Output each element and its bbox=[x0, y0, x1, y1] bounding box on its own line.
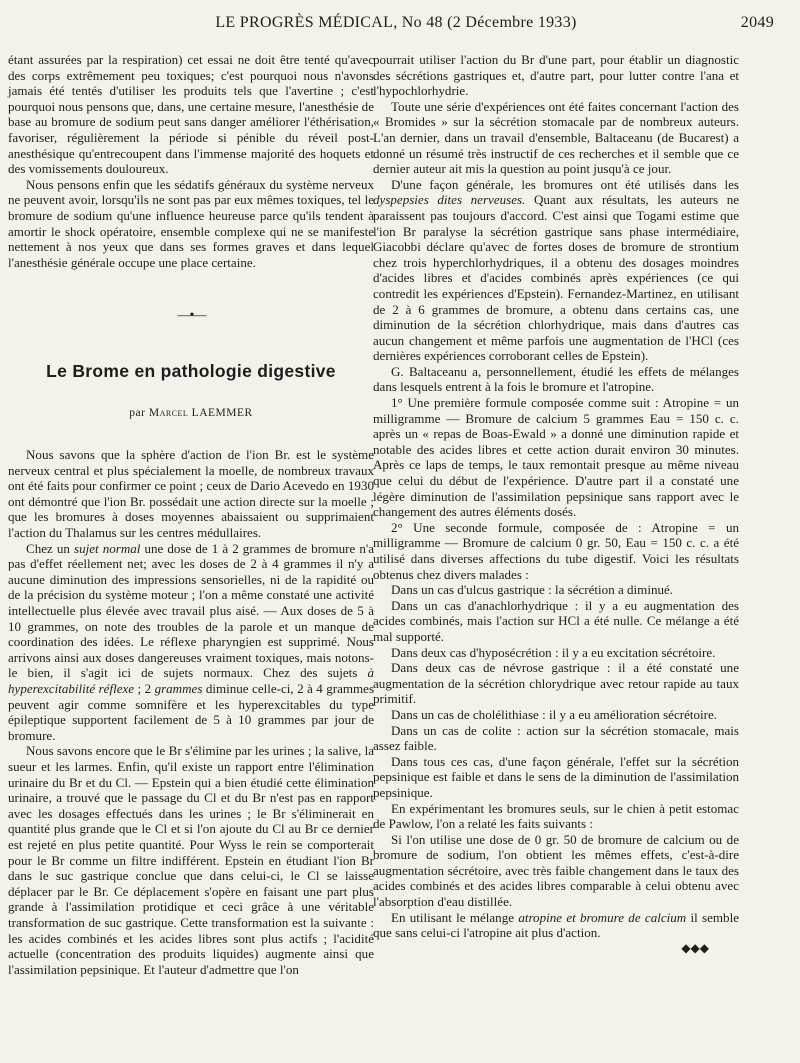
text-run: D'une façon générale, les bromures ont été utilisés dans les bbox=[391, 176, 739, 192]
paragraph: pourrait utiliser l'action du Br d'une part, pour établir un diagnostic des sécrétions gastriques et, d'autre part, pour lutter contre l'ana et l'hypochlorhydrie. bbox=[373, 52, 739, 99]
text-run: diminue celle-ci, 2 à 4 grammes peuvent agir comme somnifère et les hyperexcitables du type épileptique supportent facilement de 5 à 10 grammes par jour de bromure. bbox=[8, 681, 375, 743]
end-mark: ◆◆◆ bbox=[681, 940, 709, 955]
right-column bbox=[373, 52, 739, 956]
paragraph: Si l'on utilise une dose de 0 gr. 50 de bromure de calcium ou de bromure de sodium, l'on obtient les mêmes effets, c'est-à-dire augmentation sécrétoire, avec très faible changement dans le taux des acides combinés et des acides libres comparable à celui obtenu avec l'absorption d'eau distillée. bbox=[373, 831, 739, 910]
author-name: Marcel LAEMMER bbox=[148, 406, 253, 419]
italic-run: sujet normal bbox=[74, 540, 141, 556]
paragraph: 2° Une seconde formule, composée de : Atropine = un milligramme — Bromure de calcium 0 gr. 50, Eau = 150 c. c. a été utilisé dans diverses affections du tube digestif. Voici les résultats obtenus chez divers malades : bbox=[373, 519, 739, 582]
case-item: Dans un cas d'anachlorhydrique : il y a eu augmentation des acides combinés, mais l'action sur HCl a été nulle. Ce mélange a été mal supporté. bbox=[373, 597, 739, 644]
case-item: Dans un cas de cholélithiase : il y a eu amélioration sécrétoire. bbox=[391, 706, 718, 722]
page-number: 2049 bbox=[740, 14, 774, 31]
text-run: Quant aux résultats, les auteurs ne paraissent pas toujours d'accord. C'est ainsi que Togami estime que l'ion Br paralyse la sécrétion gastrique sans phase intermédiaire, Giacobbi déclare qu'avec de fortes doses de bromure de strontium chez trois hyperchlorhydriques, il a obtenu des dosages moindres d'acides libres et d'acides combinés après expériences (ce qui contredit les expériences d'Epstein). Fernandez-Martinez, en utilisant de 2 à 6 grammes de bromure, a obtenu dans certains cas, une diminution de la sécrétion chlorhydrique, mais dans d'autres cas aucun changement et même parfois une augmentation de l'HCl (ces dernières expériences corroborant celles de Epstein). bbox=[373, 192, 740, 364]
page-header bbox=[18, 14, 774, 38]
paragraph: Nous savons que la sphère d'action de l'ion Br. est le système nerveux central et plus spécialement la moelle, de nombreux travaux ont été faits pour confirmer ce point ; ceux de Dario Acevedo en 1930 ont démontré que l'ion Br. possédait une action directe sur la moelle ; que les bromures à doses moyennes abaissaient ou supprimaient l'action du Thalamus sur les centres médullaires. bbox=[8, 447, 374, 541]
text-run: En utilisant le mélange bbox=[391, 909, 515, 925]
paragraph bbox=[373, 177, 739, 364]
paragraph bbox=[8, 541, 374, 744]
byline bbox=[8, 406, 374, 422]
paragraph: Nous savons encore que le Br s'élimine par les urines ; la salive, la sueur et les larmes. Enfin, qu'il existe un rapport entre l'élimination urinaire du Br et du Cl. — Epstein qui a bien étudié cette élimination urinaire, a trouvé que le passage du Cl et du Br n'est pas en rapport avec les dosages effectués dans les urines ; le Br s'éliminerait en quantité plus grande que le Cl et si l'on ajoute du Cl au Br ce dernier est rejeté en plus petite quantité. Pour Wyss le rein se comporterait pour le Br comme un filtre indifférent. Epstein en étudiant l'ion Br dans le suc gastrique conclue que dans celui-ci, le Cl se laisse déplacer par le Br. Ce déplacement s'opère en faisant une part plus grande à l'assimilation protidique et ceci grâce à une véritable transformation de suc gastrique. Cette transformation est la suivante : les acides combinés et les acides libres sont plus actifs ; l'acidité actuelle (concentration des produits liquides) augmente ainsi que l'assimilation pepsinique. Et l'auteur d'admettre que l'on bbox=[8, 743, 374, 977]
paragraph: Dans tous ces cas, d'une façon générale, l'effet sur la sécrétion pepsinique est faible et dans le sens de la diminution de l'assimilation pepsinique. bbox=[373, 753, 739, 800]
journal-title: LE PROGRÈS MÉDICAL, No 48 (2 Décembre 1933) bbox=[215, 14, 577, 31]
text-run: ; 2 bbox=[137, 681, 152, 696]
case-item: Dans deux cas d'hyposécrétion : il y a eu excitation sécrétoire. bbox=[391, 644, 716, 660]
paragraph: G. Baltaceanu a, personnellement, étudié les effets de mélanges dans lesquels entrent à la fois le bromure et l'atropine. bbox=[373, 363, 739, 395]
italic-run: grammes bbox=[154, 681, 203, 696]
paragraph: Nous pensons enfin que les sédatifs généraux du système nerveux ne peuvent avoir, lorsqu'ils ne sont pas par eux mêmes toxiques, tel le bromure de sodium qu'une influence heureuse parce qu'ils tendent à amortir le shock opératoire, ensemble complexe qui ne se manifeste nettement à nos yeux que dans ses formes graves et dans lequel l'anesthésie générale occupe une place certaine. bbox=[8, 176, 374, 270]
byline-prefix: par bbox=[129, 406, 146, 419]
paragraph bbox=[373, 910, 739, 941]
italic-run: atropine et bromure de calcium bbox=[518, 909, 687, 925]
paragraph: 1° Une première formule composée comme suit : Atropine = un milligramme — Bromure de calcium 5 grammes Eau = 150 c. c. après un « repas de Boas-Ewald » a donné une diminution rapide et notable des acides libres et cette action durait environ 30 minutes. Après ce laps de temps, le taux remontait presque au même niveau que celui du début de l'expérience. D'autre part il a constaté une légère diminution de l'assimilation pepsinique sans rapport avec le changement des autres éléments dosés. bbox=[373, 395, 739, 520]
italic-run: dyspepsies dites nerveuses. bbox=[373, 192, 526, 208]
paragraph: étant assurées par la respiration) cet essai ne doit être tenté qu'avec des corps extrêmement peu toxiques; c'est pourquoi nous n'avons jamais été tentés d'utiliser les produits tels que l'avertine ; c'est pourquoi nous pensons que, dans, une certaine mesure, l'anesthésie de base au bromure de sodium peut sans danger améliorer l'éthérisation, favoriser, régulièrement la période si pénible du réveil post-anesthésique qu'entrecoupent dans l'immense majorité des hoquets et des vomissements douloureux. bbox=[8, 52, 374, 177]
paragraph: Toute une série d'expériences ont été faites concernant l'action des « Bromides » sur la sécrétion stomacale par de nombreux auteurs. L'an dernier, dans un travail d'ensemble, Baltaceanu (de Bucarest) a donné un résumé très instructif de ces recherches et il semble que ce dernier auteur ait mis la question au point jusqu'à ce jour. bbox=[373, 98, 739, 177]
left-column bbox=[8, 52, 374, 977]
case-item: Dans un cas de colite : action sur la sécrétion stomacale, mais assez faible. bbox=[373, 722, 739, 754]
article-heading: Le Brome en pathologie digestive bbox=[46, 360, 336, 381]
italic-run: à hyperexcitabilité réflexe bbox=[8, 665, 374, 696]
text-run: Chez un bbox=[26, 540, 70, 556]
paragraph: En expérimentant les bromures seuls, sur le chien à petit estomac de Pawlow, l'on a relaté les faits suivants : bbox=[373, 800, 739, 832]
case-item: Dans un cas d'ulcus gastrique : la sécrétion a diminué. bbox=[391, 582, 674, 598]
text-run: une dose de 1 à 2 grammes de bromure n'a pas d'effet réellement net; avec les doses de 2 à 4 grammes il n'y a aucune diminution des impressions sensorielles, ni de la rapidité ou de la précision du système moteur ; l'on a même constaté une activité intellectuelle plus élevée avec travail plus aisé. — Aux doses de 5 à 10 grammes, on note des troubles de la parole et un manque de coordination des idées. Le réflexe pharyngien est supprimé. Nous arrivons ainsi aux doses dangereuses vraiment toxiques, mais notons-le bien, il s'agit ici de sujets normaux. Chez des sujets bbox=[8, 540, 374, 681]
section-ornament: —•— bbox=[177, 308, 205, 324]
text-run: il semble que sans celui-ci l'atropine ait plus d'action. bbox=[373, 909, 739, 941]
case-item: Dans deux cas de névrose gastrique : il a été constaté une augmentation de la sécrétion chlorydrique avec retour rapide au taux primitif. bbox=[373, 660, 739, 707]
